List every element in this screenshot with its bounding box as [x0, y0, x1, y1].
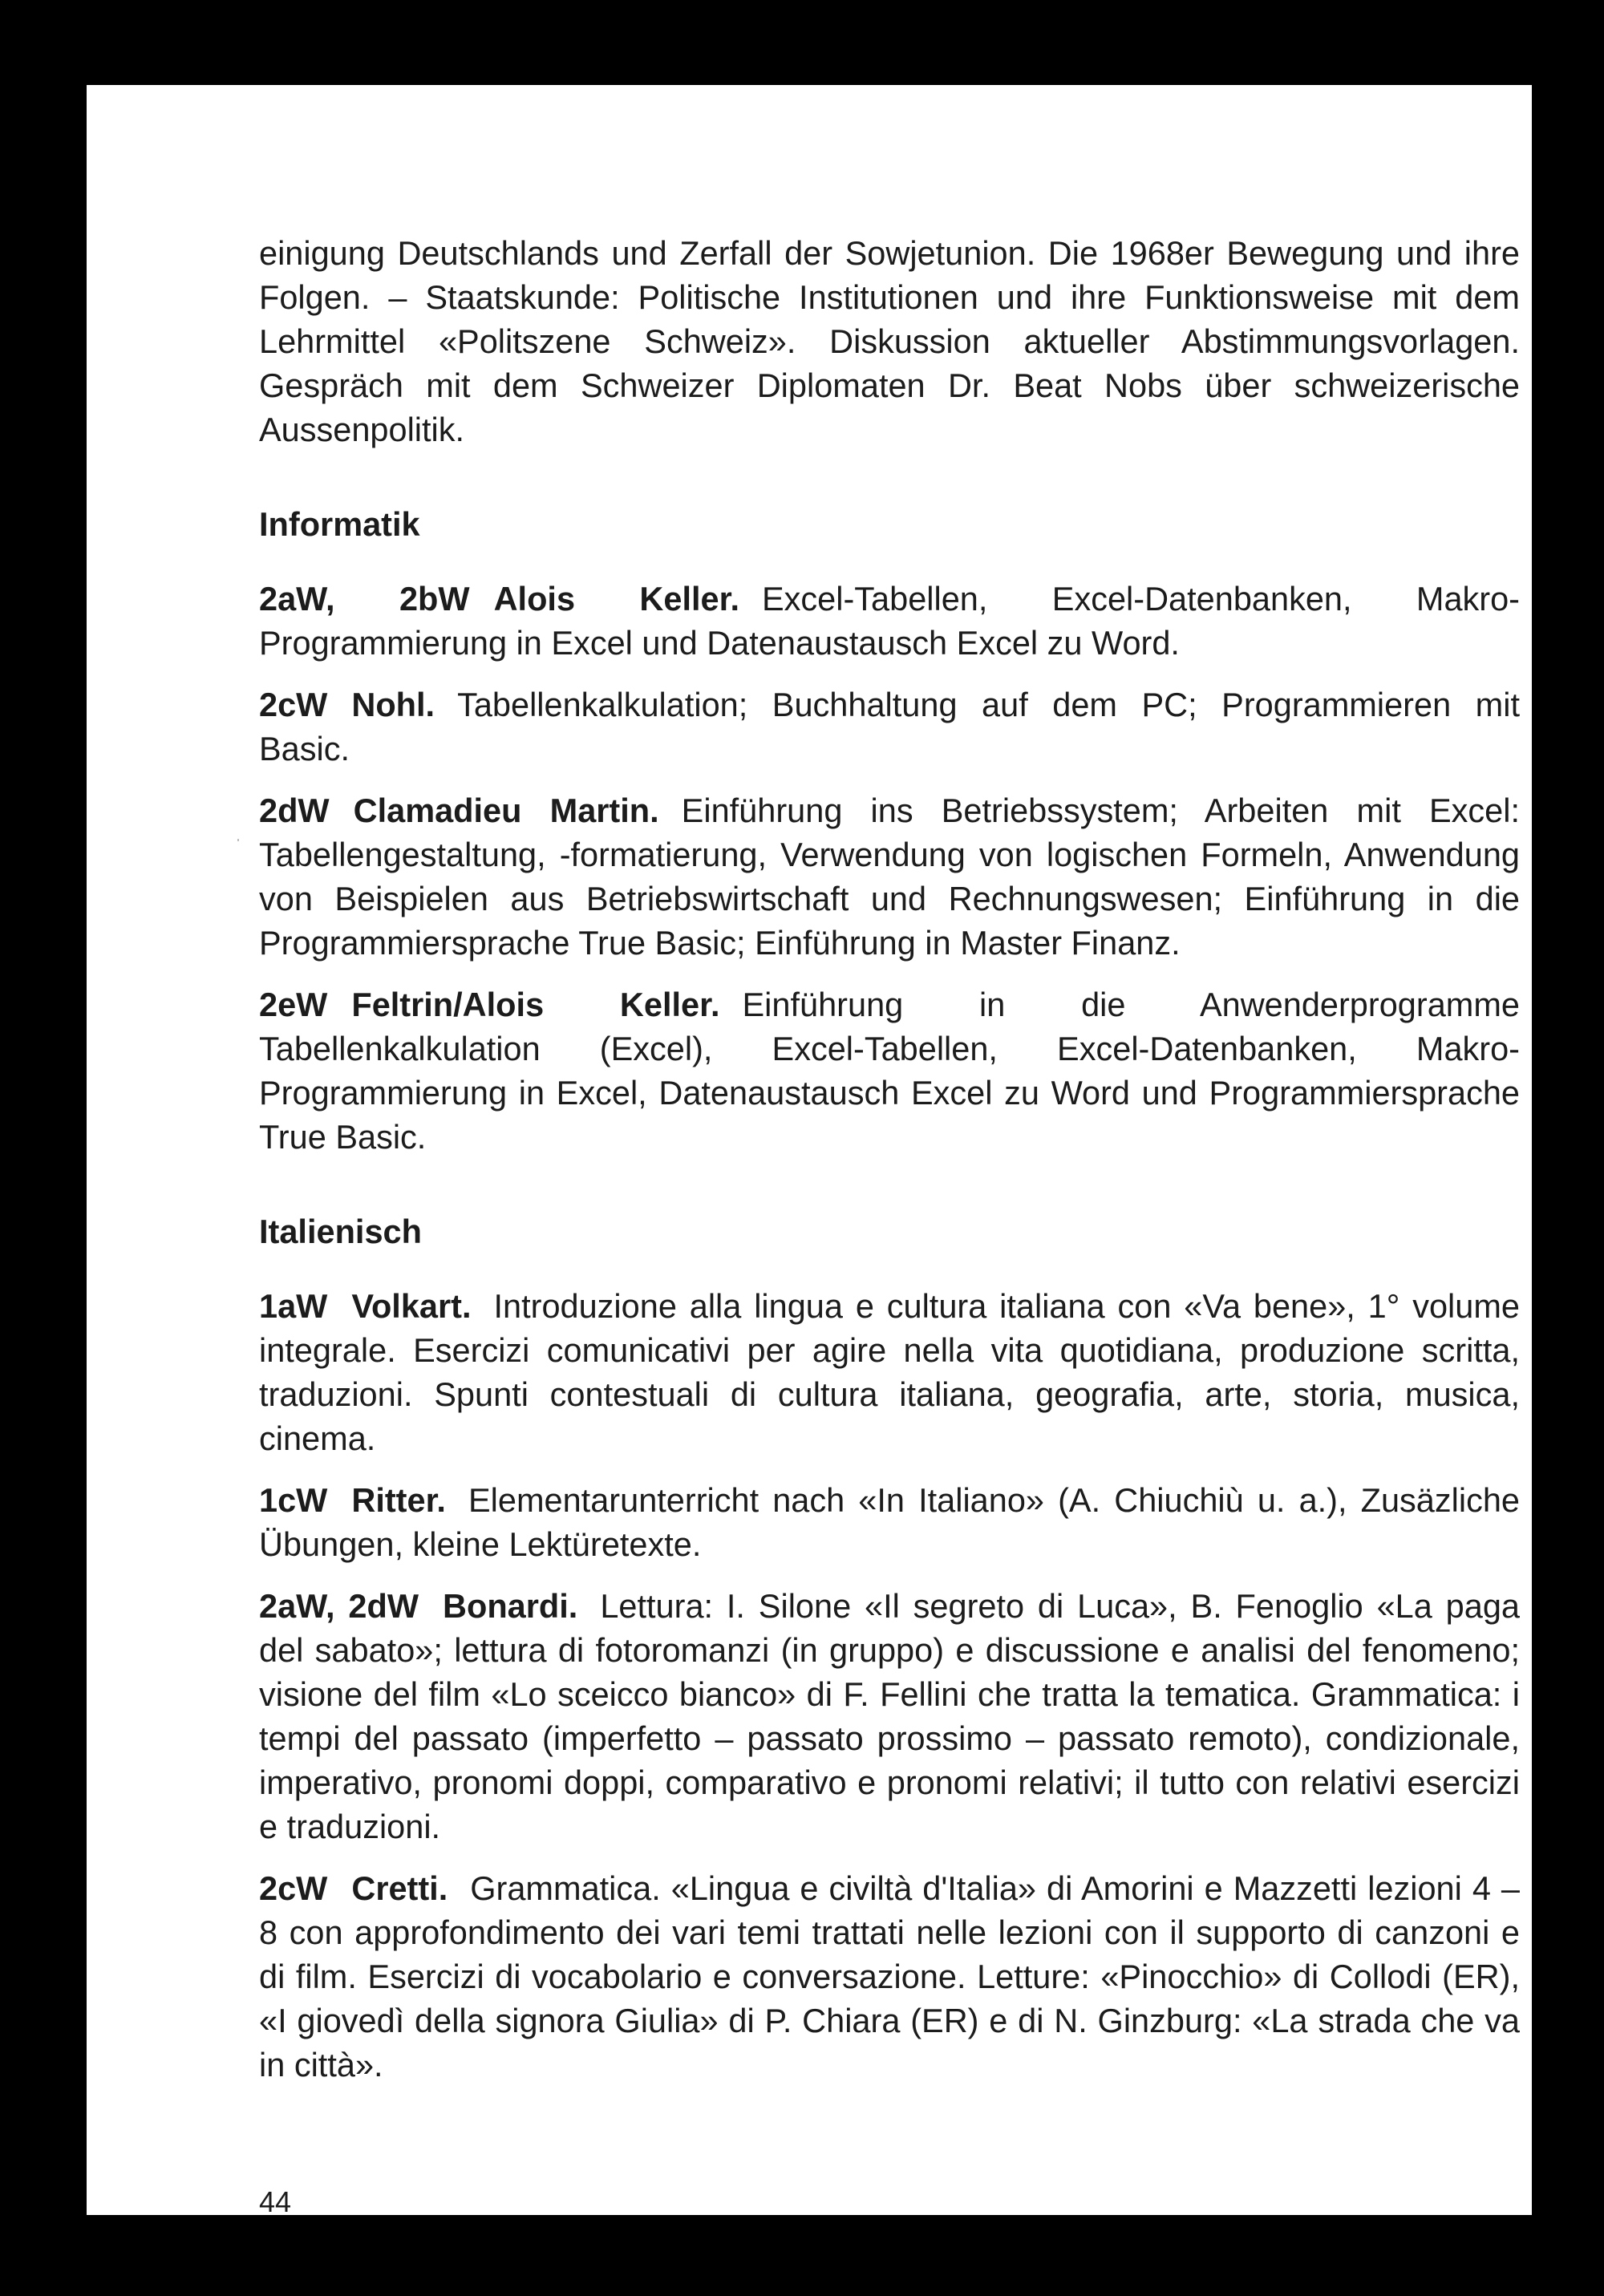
entry-description: Elementarunterricht nach «In Italiano» (A. Chiuchiù u. a.), Zusäzliche Übungen, kleine Lektüretexte.: [259, 1481, 1520, 1563]
entry-description: Grammatica. «Lingua e civiltà d'Italia» di Amorini e Mazzetti lezioni 4 – 8 con approfondimento dei vari temi trattati nelle lezioni con il supporto di canzoni e di film. Esercizi di vocabolario e conversazione. Letture: «Pinocchio» di Collodi (ER), «I giovedì della signora Giulia» di P. Chiara (ER) e di N. Ginzburg: «La strada che va in città».: [259, 1869, 1520, 2083]
course-entry: [259, 682, 1520, 771]
document-page: [87, 85, 1532, 2218]
entry-description: Lettura: I. Silone «Il segreto di Luca», B. Fenoglio «La paga del sabato»; lettura di fotoromanzi (in gruppo) e discussione e analisi del fenomeno; visione del film «Lo sceicco bianco» di F. Fellini che tratta la tematica. Grammatica: i tempi del passato (imperfetto – passato prossimo – passato remoto), condizionale, imperativo, pronomi doppi, comparativo e pronomi relativi; il tutto con relativi esercizi e traduzioni.: [259, 1587, 1520, 1845]
entry-classes: 2aW, 2bW: [259, 580, 470, 618]
section-heading-informatik: Informatik: [259, 505, 420, 543]
entry-teacher: Alois Keller.: [493, 580, 739, 618]
intro-paragraph: einigung Deutschlands und Zerfall der Sowjetunion. Die 1968er Bewegung und ihre Folgen. – Staatskunde: Politische Institutionen und ihre Funktionsweise mit dem Lehrmittel «Politszene Schweiz». Diskussion aktueller Abstimmungsvorlagen. Gespräch mit dem Schweizer Diplomaten Dr. Beat Nobs über schweizerische Aussenpolitik.: [259, 234, 1520, 448]
entry-classes: 2cW: [259, 686, 328, 723]
course-entry: [259, 577, 1520, 665]
entry-description: Einführung in die Anwenderprogramme Tabellenkalkulation (Excel), Excel-Tabellen, Excel-Datenbanken, Makro-Programmierung in Excel, Datenaustausch Excel zu Word und Programmiersprache True Basic.: [259, 986, 1520, 1156]
entry-teacher: Bonardi.: [443, 1587, 578, 1625]
entry-description: Einführung ins Betriebssystem; Arbeiten mit Excel: Tabellengestaltung, -formatierung, Verwendung von logischen Formeln, Anwendung von Beispielen aus Betriebswirtschaft und Rechnungswesen; Einführung in die Programmiersprache True Basic; Einführung in Master Finanz.: [259, 792, 1521, 962]
entry-description: Introduzione alla lingua e cultura italiana con «Va bene», 1° volume integrale. Esercizi comunicativi per agire nella vita quotidiana, produzione scritta, traduzioni. Spunti contestuali di cultura italiana, geografia, arte, storia, musica, cinema.: [259, 1287, 1520, 1457]
entry-classes: 2aW, 2dW: [259, 1587, 419, 1625]
entry-classes: 2dW: [259, 792, 330, 829]
entry-classes: 2eW: [259, 986, 328, 1023]
course-entry: [259, 1584, 1520, 1849]
course-entry: [259, 1866, 1520, 2087]
entry-classes: 2cW: [259, 1869, 328, 1907]
entry-teacher: Cretti.: [351, 1869, 448, 1907]
entry-description: Tabellenkalkulation; Buchhaltung auf dem PC; Programmieren mit Basic.: [259, 686, 1520, 767]
course-entry: [259, 982, 1520, 1159]
section-heading-italienisch: Italienisch: [259, 1213, 422, 1250]
course-entry: [259, 788, 1520, 965]
entry-teacher: Ritter.: [351, 1481, 446, 1519]
entry-description: Excel-Tabellen, Excel-Datenbanken, Makro-Programmierung in Excel und Datenaustausch Excel zu Word.: [259, 580, 1521, 662]
page-number: 44: [259, 2185, 292, 2218]
scan-artifact: [237, 839, 239, 841]
course-entry: [259, 1478, 1520, 1566]
entry-teacher: Clamadieu Martin.: [353, 792, 659, 829]
entry-classes: 1cW: [259, 1481, 328, 1519]
page-content: [259, 231, 1520, 2087]
entry-teacher: Nohl.: [351, 686, 435, 723]
entry-classes: 1aW: [259, 1287, 328, 1325]
course-entry: [259, 1284, 1520, 1460]
entry-teacher: Volkart.: [351, 1287, 472, 1325]
entry-teacher: Feltrin/Alois Keller.: [351, 986, 720, 1023]
